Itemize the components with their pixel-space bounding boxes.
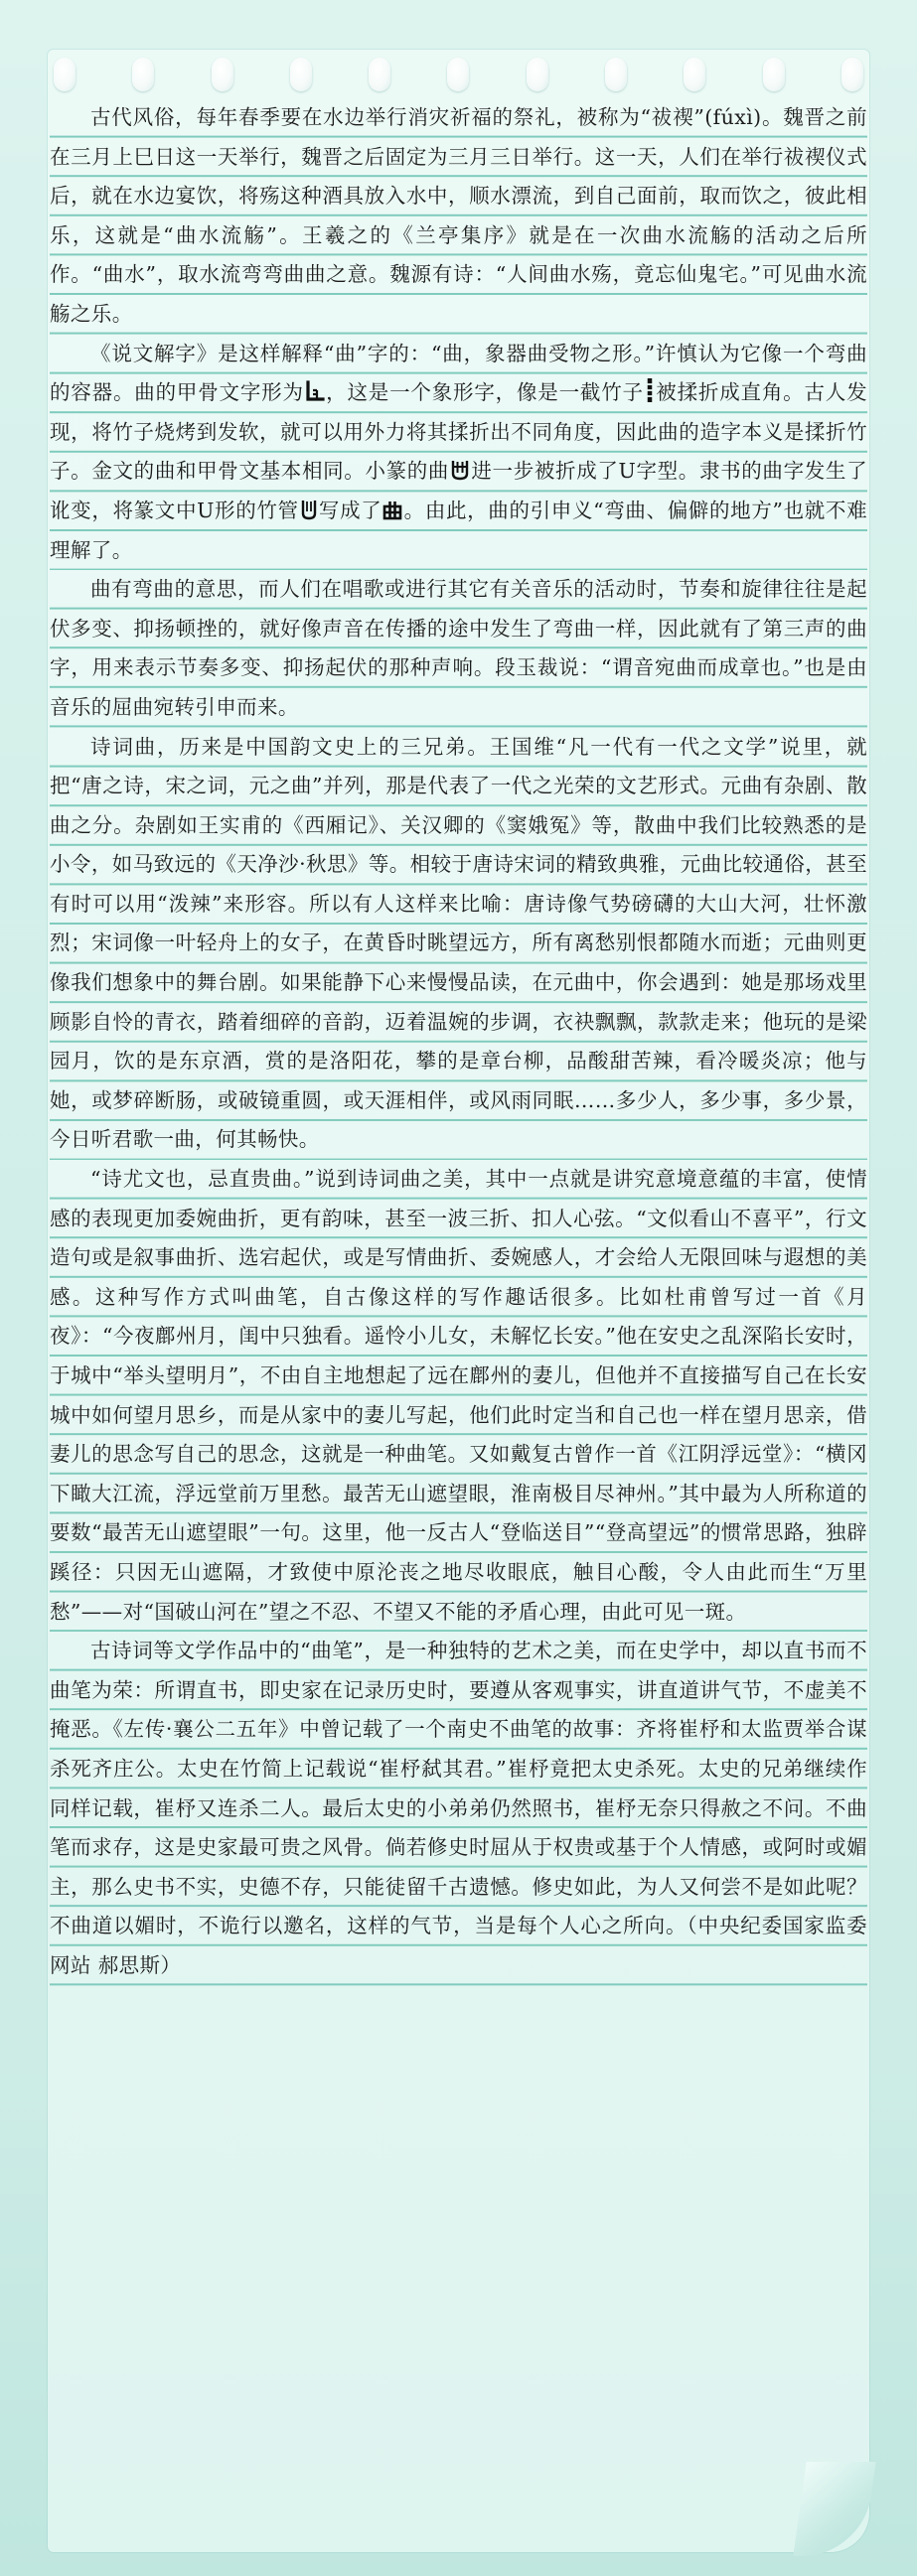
clerical-qu-glyph xyxy=(382,500,403,521)
binder-hole xyxy=(54,58,76,91)
paragraph-qushui-liushang xyxy=(50,98,867,335)
binder-hole xyxy=(527,58,548,91)
bamboo-segment-glyph xyxy=(644,377,656,403)
binder-hole xyxy=(684,58,705,91)
paragraph-zhishu xyxy=(50,1632,867,1985)
binder-hole xyxy=(290,58,312,91)
paragraph-text: 写成了 xyxy=(318,498,382,522)
u-shaped-bamboo-glyph xyxy=(299,498,319,521)
binder-hole xyxy=(212,58,233,91)
paragraph-text: 古诗词等文学作品中的“曲笔”，是一种独特的艺术之美，而在史学中，却以直书而不曲笔为荣：所谓直书，即史家在记录历史时，要遵从客观事实，讲直道讲气节，不虚美不掩恶。《左传·襄公二五年》中曾记载了一个南史不曲笔的故事：齐将崔杼和太监贾举合谋杀死齐庄公。太史在竹简上记载说“崔杼弑其君。”崔杼竟把太史杀死。太史的兄弟继续作同样记载，崔杼又连杀二人。最后太史的小弟弟仍然照书，崔杼无奈只得赦之不问。不曲笔而求存，这是史家最可贵之风骨。倘若修史时屈从于权贵或基于个人情感，或阿时或媚主，那么史书不实，史德不存，只能徒留千古遗憾。修史如此，为人又何尝不是如此呢？不曲道以媚时，不诡行以邀名，这样的气节，当是每个人心之所向。（中央纪委国家监委网站 郝思斯） xyxy=(50,1639,867,1977)
oracle-bone-qu-glyph xyxy=(304,379,326,403)
paragraph-text: 进一步被折成了U字型。隶书的曲字发生了讹变，将篆文中U形的竹管 xyxy=(50,459,867,522)
binder-hole xyxy=(369,58,390,91)
paragraph-text: 《说文解字》是这样解释“曲”字的：“曲，象器曲受物之形。”许慎认为它像一个弯曲的容器。曲的甲骨文字形为 xyxy=(50,341,867,405)
paragraph-shi-ci-qu xyxy=(50,728,867,1161)
paragraph-text: 诗词曲，历来是中国韵文史上的三兄弟。王国维“凡一代有一代之文学”说里，就把“唐之诗，宋之词，元之曲”并列，那是代表了一代之光荣的文艺形式。元曲有杂剧、散曲之分。杂剧如王实甫的《西厢记》、关汉卿的《窦娥冤》等，散曲中我们比较熟悉的是小令，如马致远的《天净沙·秋思》等。相较于唐诗宋词的精致典雅，元曲比较通俗，甚至有时可以用“泼辣”来形容。所以有人这样来比喻：唐诗像气势磅礴的大山大河，壮怀激烈；宋词像一叶轻舟上的女子，在黄昏时眺望远方，所有离愁别恨都随水而逝；元曲则更像我们想象中的舞台剧。如果能静下心来慢慢品读，在元曲中，你会遇到：她是那场戏里顾影自怜的青衣，踏着细碎的音韵，迈着温婉的步调，衣袂飘飘，款款走来；他玩的是梁园月，饮的是东京酒，赏的是洛阳花，攀的是章台柳，品酸甜苦辣，看冷暖炎凉；他与她，或梦碎断肠，或破镜重圆，或天涯相伴，或风雨同眠……多少人，多少事，多少景，今日听君歌一曲，何其畅快。 xyxy=(50,734,867,1152)
paragraph-shuowen-jiezi xyxy=(50,335,867,571)
binder-hole xyxy=(605,58,627,91)
binder-hole xyxy=(447,58,469,91)
paragraph-qubi xyxy=(50,1160,867,1632)
seal-script-qu-glyph xyxy=(449,458,471,482)
paragraph-music-meaning xyxy=(50,570,867,727)
article-body xyxy=(50,98,867,1986)
paragraph-text: ，这是一个象形字，像是一截竹子 xyxy=(325,380,644,405)
paragraph-text: 。由此，曲的引申义“弯曲、偏僻的地方”也就不难理解了。 xyxy=(50,498,867,562)
paragraph-text: 被揉折成直角。古人发现，将竹子烧烤到发软，就可以用外力将其揉折出不同角度，因此曲的造字本义是揉折竹子。金文的曲和甲骨文基本相同。小篆的曲 xyxy=(50,380,868,484)
binder-hole xyxy=(132,58,154,91)
binder-hole xyxy=(841,58,863,91)
paragraph-text: “诗尤文也，忌直贵曲。”说到诗词曲之美，其中一点就是讲究意境意蕴的丰富，使情感的表现更加委婉曲折，更有韵味，甚至一波三折、扣人心弦。“文似看山不喜平”，行文造句或是叙事曲折、选宕起伏，或是写情曲折、委婉感人，才会给人无限回味与遐想的美感。这种写作方式叫曲笔，自古像这样的写作趣话很多。比如杜甫曾写过一首《月夜》：“今夜鄜州月，闺中只独看。遥怜小儿女，未解忆长安。”他在安史之乱深陷长安时，于城中“举头望明月”，不由自主地想起了远在鄜州的妻儿，但他并不直接描写自己在长安城中如何望月思乡，而是从家中的妻儿写起，他们此时定当和自己也一样在望月思亲，借妻儿的思念写自己的思念，这就是一种曲笔。又如戴复古曾作一首《江阴浮远堂》：“横冈下瞰大江流，浮远堂前万里愁。最苦无山遮望眼，淮南极目尽神州。”其中最为人所称道的要数“最苦无山遮望眼”一句。这里，他一反古人“登临送目”“登高望远”的惯常思路，独辟蹊径：只因无山遮隔，才致使中原沦丧之地尽收眼底，触目心酸，令人由此而生“万里愁”——对“国破山河在”望之不忍、不望又不能的矛盾心理，由此可见一斑。 xyxy=(50,1167,867,1624)
paragraph-text: 古代风俗，每年春季要在水边举行消灾祈福的祭礼，被称为“祓禊”(fúxì)。魏晋之前在三月上巳日这一天举行，魏晋之后固定为三月三日举行。这一天，人们在举行祓禊仪式后，就在水边宴饮，将殇这种酒具放入水中，顺水漂流，到自己面前，取而饮之，彼此相乐，这就是“曲水流觞”。王羲之的《兰亭集序》就是在一次曲水流觞的活动之后所作。“曲水”，取水流弯弯曲曲之意。魏源有诗：“人间曲水殇，竟忘仙鬼宅。”可见曲水流觞之乐。 xyxy=(50,105,867,326)
page-curl xyxy=(793,2462,875,2556)
paragraph-text: 曲有弯曲的意思，而人们在唱歌或进行其它有关音乐的活动时，节奏和旋律往往是起伏多变、抑扬顿挫的，就好像声音在传播的途中发生了弯曲一样，因此就有了第三声的曲字，用来表示节奏多变、抑扬起伏的那种声响。段玉裁说：“谓音宛曲而成章也。”也是由音乐的屈曲宛转引申而来。 xyxy=(50,577,867,719)
binder-holes xyxy=(48,58,869,97)
binder-hole xyxy=(763,58,785,91)
